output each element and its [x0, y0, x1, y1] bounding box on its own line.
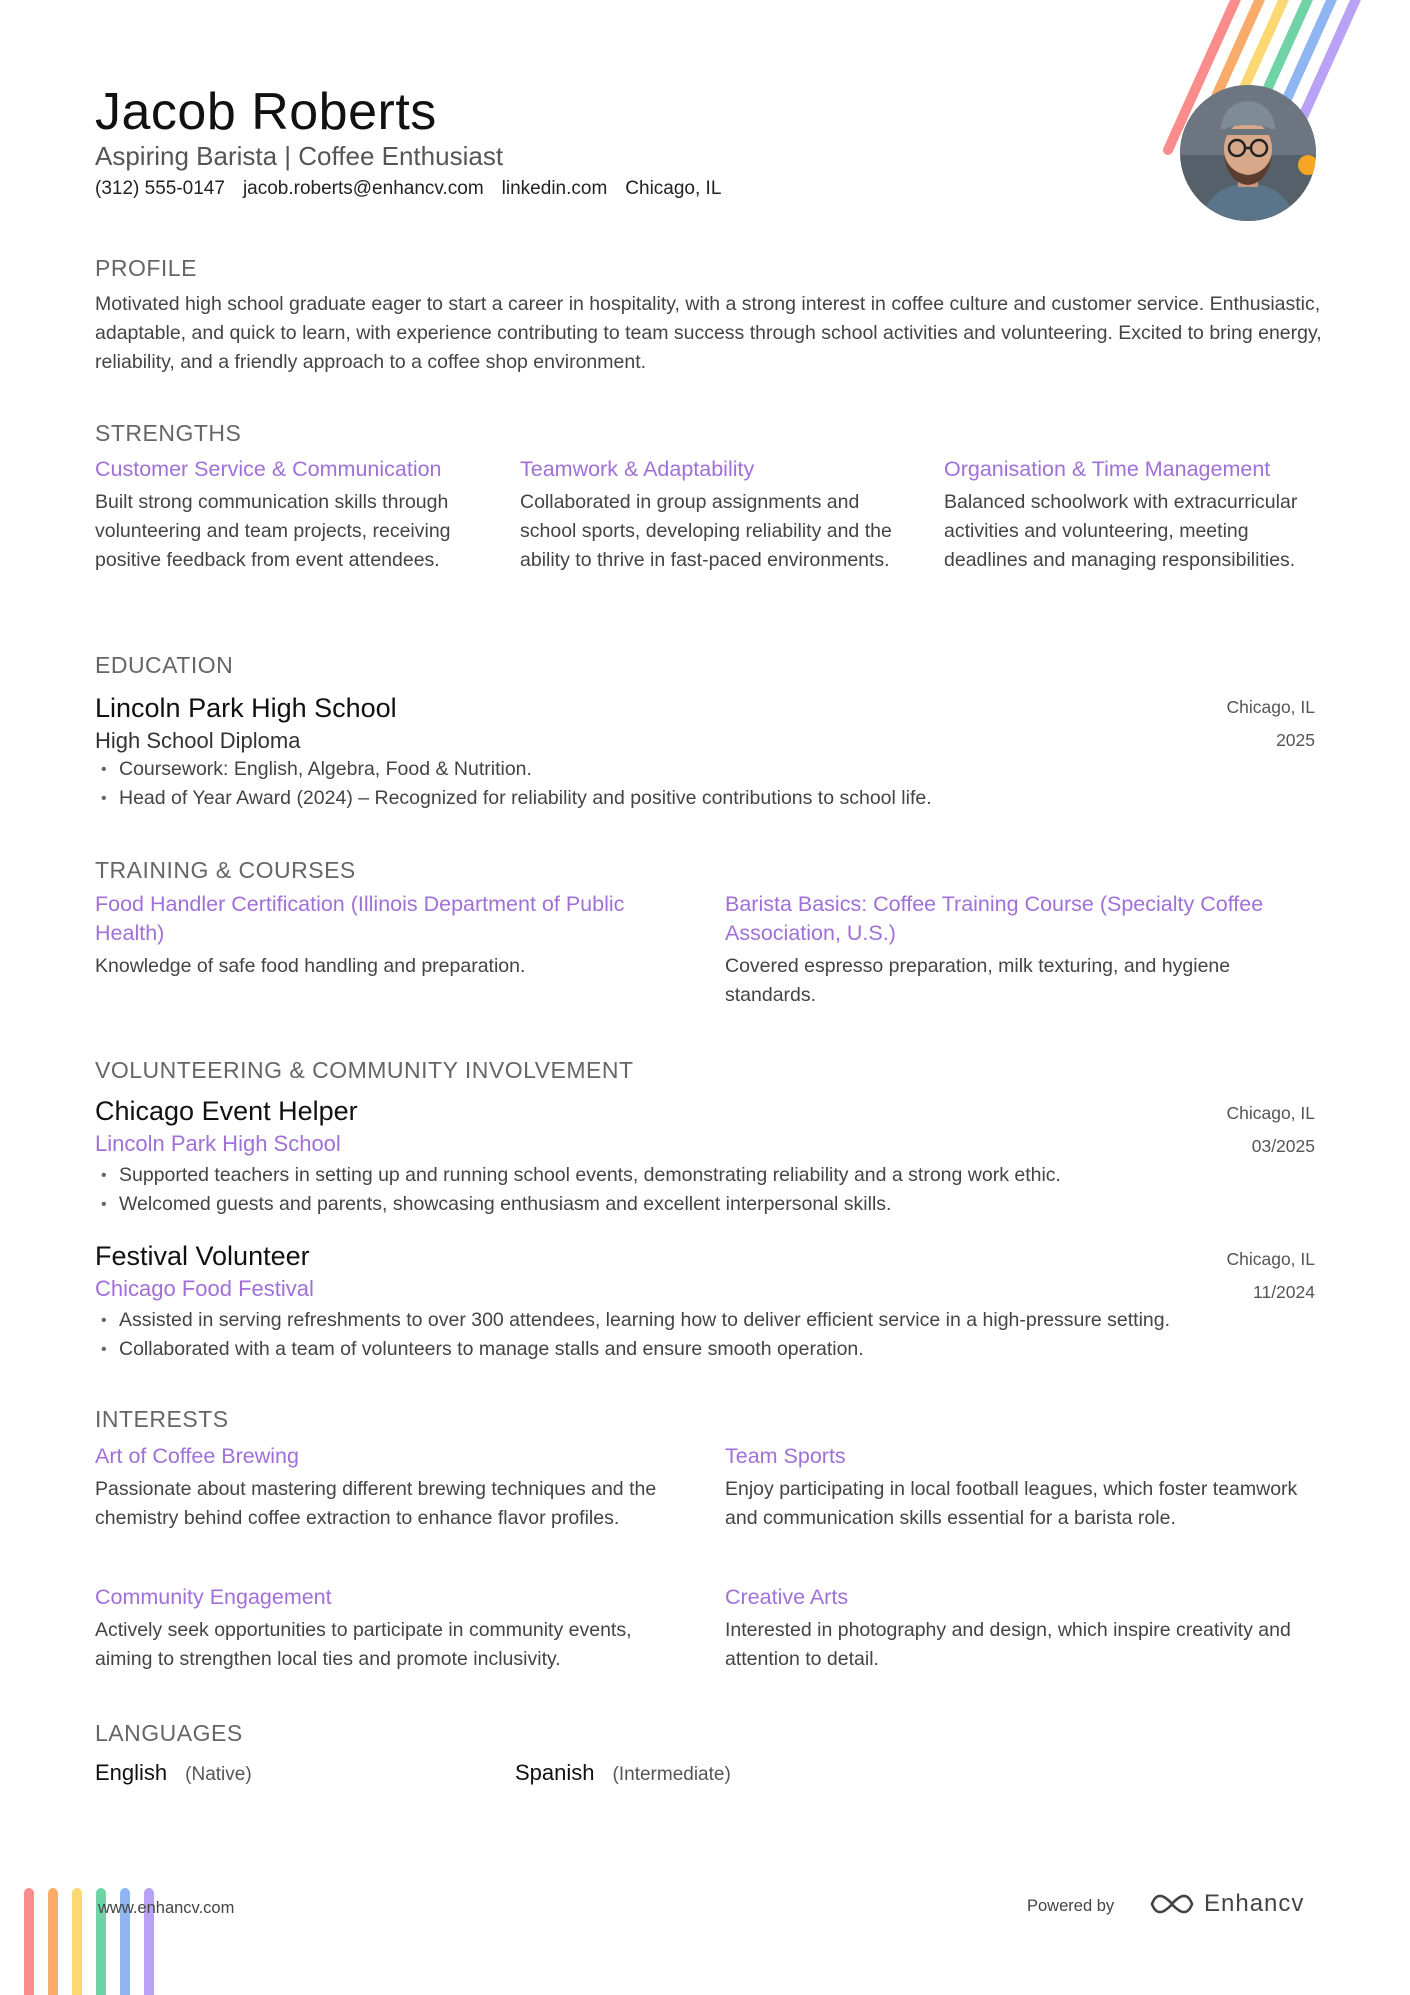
strength-text: Built strong communication skills through volunteering and team projects, receiving positive feedback from event attendees.	[95, 491, 451, 571]
training-text: Covered espresso preparation, milk texturing, and hygiene standards.	[725, 955, 1231, 1006]
volunteer-location: Chicago, IL	[1226, 1249, 1315, 1269]
strength-title: Organisation & Time Management	[944, 457, 1271, 481]
volunteer-meta	[1226, 1097, 1315, 1163]
volunteer-meta	[1226, 1243, 1315, 1309]
interest-title: Art of Coffee Brewing	[95, 1444, 299, 1468]
contact-email[interactable]: jacob.roberts@enhancv.com	[242, 178, 484, 199]
powered-by-label: Powered by	[1027, 1897, 1115, 1915]
education-heading: EDUCATION	[95, 652, 234, 678]
training-item	[725, 890, 1315, 1010]
volunteer-org: Chicago Food Festival	[95, 1276, 314, 1301]
language-level: (Intermediate)	[612, 1764, 731, 1785]
avatar	[1180, 85, 1316, 221]
volunteer-bullets	[95, 1306, 1325, 1364]
volunteer-location: Chicago, IL	[1226, 1103, 1315, 1123]
volunteer-org: Lincoln Park High School	[95, 1131, 341, 1156]
strength-item	[520, 455, 905, 575]
interests-heading: INTERESTS	[95, 1406, 229, 1432]
profile-heading: PROFILE	[95, 255, 197, 281]
brand-name: Enhancv	[1204, 1890, 1305, 1917]
avatar-portrait	[1180, 85, 1316, 221]
strengths-heading: STRENGTHS	[95, 420, 242, 446]
training-text: Knowledge of safe food handling and preparation.	[95, 955, 526, 977]
candidate-title: Aspiring Barista | Coffee Enthusiast	[95, 141, 504, 171]
interest-item	[95, 1442, 685, 1533]
interest-text: Passionate about mastering different brewing techniques and the chemistry behind coffee extraction to enhance flavor profiles.	[95, 1478, 657, 1529]
volunteering-heading: VOLUNTEERING & COMMUNITY INVOLVEMENT	[95, 1057, 634, 1083]
strength-text: Collaborated in group assignments and school sports, developing reliability and the ability to thrive in fast-paced environments.	[520, 491, 892, 571]
language-item	[515, 1760, 731, 1786]
language-level: (Native)	[185, 1764, 252, 1785]
education-location: Chicago, IL	[1226, 697, 1315, 717]
training-title: Food Handler Certification (Illinois Department of Public Health)	[95, 892, 625, 945]
strength-title: Teamwork & Adaptability	[520, 457, 755, 481]
volunteer-date: 11/2024	[1253, 1282, 1315, 1302]
training-heading: TRAINING & COURSES	[95, 857, 356, 883]
contact-linkedin[interactable]: linkedin.com	[501, 178, 608, 199]
volunteer-role: Festival Volunteer	[95, 1241, 310, 1271]
education-bullets	[95, 755, 1325, 813]
list-item: • Collaborated with a team of volunteers to manage stalls and ensure smooth operation.	[95, 1335, 1325, 1364]
language-name: Spanish	[515, 1760, 595, 1785]
contact-row	[95, 178, 721, 200]
footer-url[interactable]: www.enhancv.com	[98, 1899, 235, 1917]
candidate-name: Jacob Roberts	[95, 83, 437, 141]
volunteer-date: 03/2025	[1251, 1136, 1315, 1156]
strength-title: Customer Service & Communication	[95, 457, 442, 481]
volunteer-bullets	[95, 1161, 1325, 1219]
strength-item	[944, 455, 1329, 575]
interest-text: Actively seek opportunities to participate in community events, aiming to strengthen local ties and promote inclusivity.	[95, 1619, 632, 1670]
enhancv-logo-icon	[1148, 1891, 1196, 1917]
interest-text: Interested in photography and design, which inspire creativity and attention to detail.	[725, 1619, 1291, 1670]
interest-item	[95, 1583, 685, 1674]
language-item	[95, 1760, 252, 1786]
contact-phone[interactable]: (312) 555-0147	[95, 178, 225, 199]
list-item: • Supported teachers in setting up and running school events, demonstrating reliability and a strong work ethic.	[95, 1161, 1325, 1190]
strength-text: Balanced schoolwork with extracurricular activities and volunteering, meeting deadlines and managing responsibilities.	[944, 491, 1298, 571]
interest-title: Community Engagement	[95, 1585, 332, 1609]
education-year: 2025	[1276, 730, 1315, 750]
brand-logo[interactable]	[1148, 1890, 1304, 1918]
interest-text: Enjoy participating in local football leagues, which foster teamwork and communication skills essential for a barista role.	[725, 1478, 1298, 1529]
list-item: • Head of Year Award (2024) – Recognized for reliability and positive contributions to school life.	[95, 784, 1325, 813]
interest-item	[725, 1583, 1315, 1674]
interest-item	[725, 1442, 1315, 1533]
interest-title: Creative Arts	[725, 1585, 849, 1609]
language-name: English	[95, 1760, 168, 1785]
contact-location: Chicago, IL	[625, 178, 722, 199]
training-title: Barista Basics: Coffee Training Course (Specialty Coffee Association, U.S.)	[725, 892, 1264, 945]
volunteer-role: Chicago Event Helper	[95, 1096, 358, 1126]
degree-name: High School Diploma	[95, 728, 301, 753]
languages-heading: LANGUAGES	[95, 1720, 243, 1746]
list-item: • Coursework: English, Algebra, Food & Nutrition.	[95, 755, 1325, 784]
list-item: • Assisted in serving refreshments to over 300 attendees, learning how to deliver efficient service in a high-pressure setting.	[95, 1306, 1325, 1335]
education-meta	[1226, 691, 1315, 757]
strength-item	[95, 455, 480, 575]
list-item: • Welcomed guests and parents, showcasing enthusiasm and excellent interpersonal skills.	[95, 1190, 1325, 1219]
school-name: Lincoln Park High School	[95, 693, 397, 723]
interest-title: Team Sports	[725, 1444, 846, 1468]
training-item	[95, 890, 685, 981]
profile-text: Motivated high school graduate eager to start a career in hospitality, with a strong interest in coffee culture and customer service. Enthusiastic, adaptable, and quick to learn, with experience contributing to team success through school activities and volunteering. Excited to bring energy, reliability, and a friendly approach to a coffee shop environment.	[95, 293, 1322, 373]
